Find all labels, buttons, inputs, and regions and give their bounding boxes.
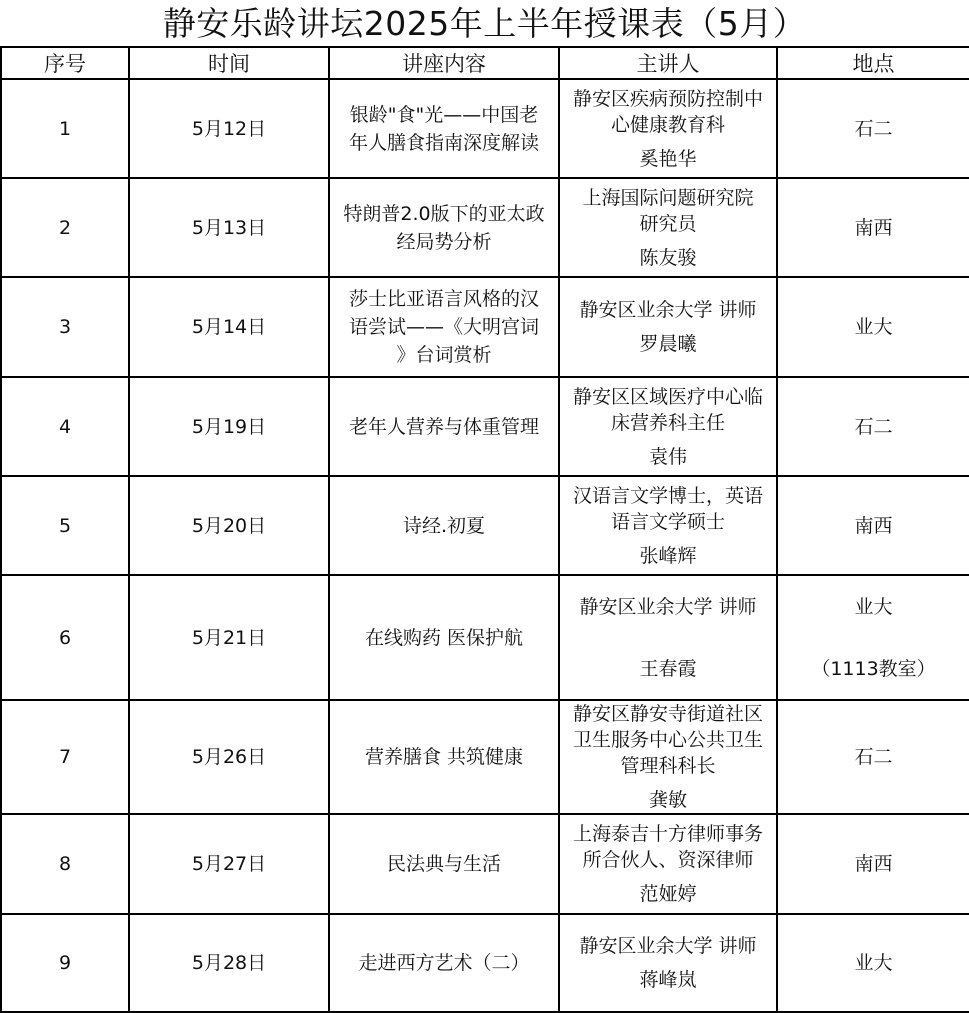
cell-date (129, 178, 329, 277)
lecture-topic-line: 在线购药 医保护航 (364, 626, 524, 649)
cell-date (129, 814, 329, 914)
lecture-topic-line: 走进西方艺术（二） (358, 952, 530, 974)
speaker-name: 袁伟 (648, 445, 687, 468)
lecture-date: 5月14日 (191, 316, 267, 338)
cell-location (777, 277, 969, 377)
row-index: 9 (58, 952, 72, 974)
speaker-role-line: 上海国际问题研究院 (582, 186, 754, 209)
speaker-name: 奚艳华 (639, 147, 697, 170)
speaker-name: 龚敏 (648, 789, 687, 811)
table-row (1, 914, 969, 1012)
lecture-topic-line: 民法典与生活 (386, 853, 501, 875)
cell-date (129, 914, 329, 1012)
cell-location (777, 814, 969, 914)
location-note: （1113教室） (811, 657, 936, 680)
cell-location (777, 700, 969, 814)
cell-location (777, 377, 969, 476)
cell-topic (329, 700, 559, 814)
cell-date (129, 700, 329, 814)
table-row (1, 178, 969, 277)
speaker-role-line: 静安区静安寺街道社区 (572, 703, 763, 725)
schedule-table (0, 46, 969, 1013)
speaker-role-line: 汉语言文学博士，英语 (572, 484, 763, 507)
table-row (1, 814, 969, 914)
speaker-role-line: 所合伙人、资深律师 (582, 849, 754, 871)
lecture-topic-line: 诗经.初夏 (402, 514, 486, 537)
cell-index (1, 277, 129, 377)
cell-date (129, 377, 329, 476)
table-row (1, 277, 969, 377)
cell-location (777, 178, 969, 277)
lecture-topic-line: 年人膳食指南深度解读 (348, 131, 539, 154)
speaker-role-line: 语言文学硕士 (610, 510, 725, 533)
header-row (1, 47, 969, 79)
lecture-location: 南西 (854, 216, 893, 239)
cell-speaker (559, 476, 777, 575)
lecture-location: 石二 (854, 117, 893, 140)
speaker-role-line: 静安区业余大学 讲师 (579, 935, 757, 957)
speaker-role-line: 上海泰吉十方律师事务 (572, 823, 763, 845)
lecture-date: 5月27日 (191, 853, 267, 875)
lecture-topic-line: 营养膳食 共筑健康 (364, 746, 524, 768)
table-row (1, 79, 969, 178)
cell-topic (329, 914, 559, 1012)
header-time: 时间 (129, 47, 329, 79)
header-speaker: 主讲人 (559, 47, 777, 79)
lecture-date: 5月20日 (191, 514, 267, 537)
row-index: 6 (58, 626, 72, 649)
row-index: 1 (58, 117, 72, 140)
speaker-role-line: 心健康教育科 (610, 113, 725, 136)
lecture-location: 石二 (854, 746, 893, 768)
speaker-name: 王春霞 (639, 657, 697, 680)
cell-index (1, 476, 129, 575)
lecture-date: 5月13日 (191, 216, 267, 239)
cell-date (129, 79, 329, 178)
cell-speaker (559, 277, 777, 377)
cell-date (129, 476, 329, 575)
lecture-topic-line: 莎士比亚语言风格的汉 (348, 288, 539, 310)
speaker-name: 张峰辉 (639, 544, 697, 567)
speaker-role-line: 静安区区域医疗中心临 (572, 385, 763, 408)
row-index: 2 (58, 216, 72, 239)
lecture-topic-line: 》台词赏析 (396, 344, 492, 366)
cell-location (777, 79, 969, 178)
cell-speaker (559, 377, 777, 476)
table-row (1, 575, 969, 700)
lecture-location: 南西 (854, 853, 893, 875)
speaker-role-line: 管理科科长 (620, 755, 716, 777)
cell-index (1, 575, 129, 700)
lecture-location: 业大 (854, 316, 893, 338)
cell-speaker (559, 700, 777, 814)
row-index: 8 (58, 853, 72, 875)
lecture-date: 5月19日 (191, 415, 267, 438)
speaker-role-line: 静安区业余大学 讲师 (579, 299, 757, 321)
table-row (1, 700, 969, 814)
cell-index (1, 79, 129, 178)
cell-topic (329, 277, 559, 377)
cell-topic (329, 79, 559, 178)
cell-index (1, 377, 129, 476)
table-body (1, 79, 969, 1012)
header-location: 地点 (777, 47, 969, 79)
lecture-date: 5月26日 (191, 746, 267, 768)
header-index: 序号 (1, 47, 129, 79)
speaker-role-line: 静安区疾病预防控制中 (572, 87, 763, 110)
speaker-name: 蒋峰岚 (639, 969, 697, 991)
lecture-topic-line: 经局势分析 (396, 230, 492, 253)
speaker-role-line: 卫生服务中心公共卫生 (572, 729, 763, 751)
cell-index (1, 914, 129, 1012)
cell-topic (329, 575, 559, 700)
row-index: 7 (58, 746, 72, 768)
row-index: 3 (58, 316, 72, 338)
lecture-date: 5月21日 (191, 626, 267, 649)
speaker-role-line: 研究员 (639, 212, 697, 235)
page-title: 静安乐龄讲坛2025年上半年授课表（5月） (162, 4, 807, 43)
lecture-topic-line: 特朗普2.0版下的亚太政 (343, 202, 545, 225)
cell-speaker (559, 575, 777, 700)
lecture-location: 石二 (854, 415, 893, 438)
cell-topic (329, 476, 559, 575)
cell-speaker (559, 79, 777, 178)
cell-index (1, 700, 129, 814)
table-row (1, 377, 969, 476)
cell-speaker (559, 914, 777, 1012)
speaker-name: 陈友骏 (639, 246, 697, 269)
lecture-date: 5月12日 (191, 117, 267, 140)
speaker-name: 罗晨曦 (639, 333, 697, 355)
cell-speaker (559, 814, 777, 914)
cell-location (777, 575, 969, 700)
lecture-location: 业大 (854, 952, 893, 974)
lecture-date: 5月28日 (191, 952, 267, 974)
speaker-name: 范娅婷 (639, 883, 697, 905)
cell-index (1, 178, 129, 277)
cell-speaker (559, 178, 777, 277)
lecture-topic-line: 银龄"食"光——中国老 (349, 103, 539, 126)
lecture-topic-line: 老年人营养与体重管理 (348, 415, 539, 438)
cell-index (1, 814, 129, 914)
cell-location (777, 476, 969, 575)
header-topic: 讲座内容 (329, 47, 559, 79)
cell-date (129, 277, 329, 377)
table-row (1, 476, 969, 575)
row-index: 4 (58, 415, 72, 438)
speaker-role-line: 静安区业余大学 讲师 (579, 595, 757, 618)
speaker-role-line: 床营养科主任 (610, 411, 725, 434)
lecture-topic-line: 语尝试——《大明宫词 (348, 316, 539, 338)
cell-topic (329, 377, 559, 476)
row-index: 5 (58, 514, 72, 537)
lecture-location: 业大 (854, 595, 893, 618)
cell-date (129, 575, 329, 700)
lecture-location: 南西 (854, 514, 893, 537)
cell-topic (329, 814, 559, 914)
cell-topic (329, 178, 559, 277)
cell-location (777, 914, 969, 1012)
